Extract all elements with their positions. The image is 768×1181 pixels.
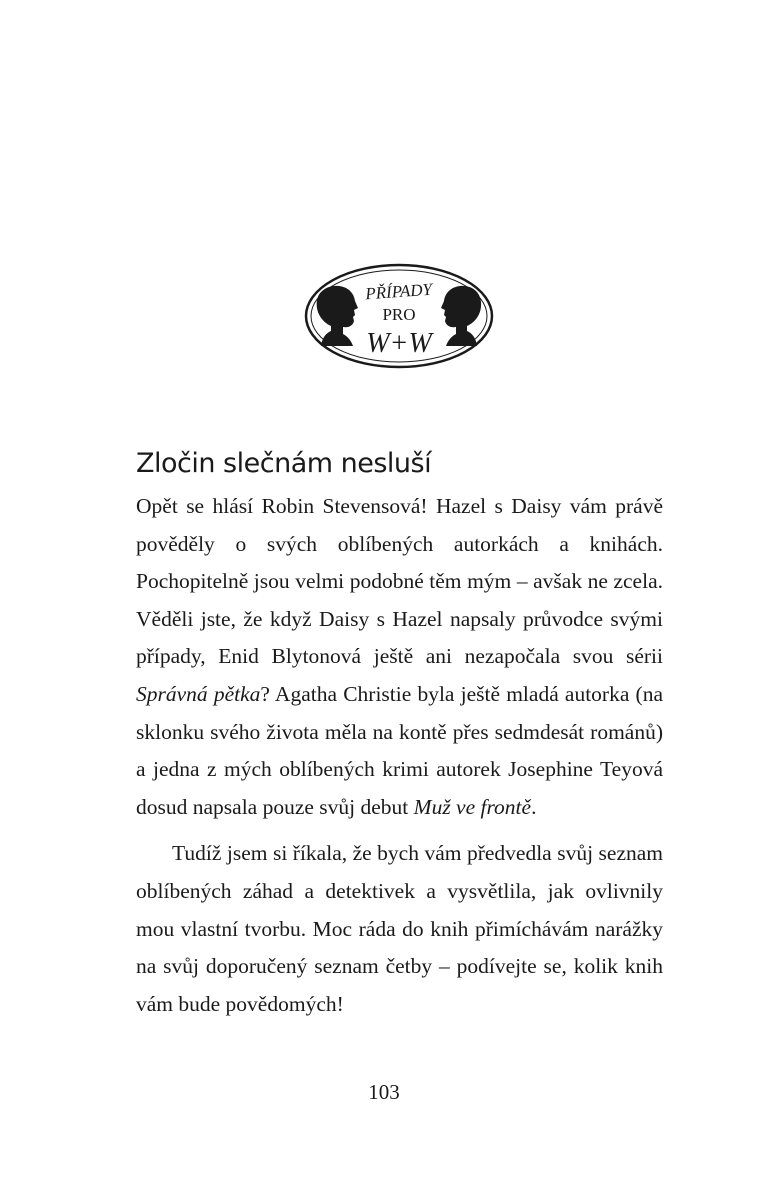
page-number: 103 — [368, 1080, 400, 1104]
book-title: Muž ve frontě — [413, 794, 532, 819]
text-segment: Opět se hlásí Robin Stevensová! Hazel s Daisy vám právě pověděly o svých oblíbených autorkách a knihách. Pochopitelně jsou velmi podobné těm mým – avšak ne zcela. Věděli jste, že když Daisy s Hazel napsaly průvodce svými případy, Enid Blytonová ještě ani nezapočala svou sérii — [136, 494, 663, 669]
logo-line-1: PŘÍPADY — [364, 279, 433, 304]
body-text — [136, 488, 663, 1023]
silhouettes-oval-logo-icon — [303, 262, 495, 370]
section-heading: Zločin slečnám nesluší — [136, 448, 432, 479]
paragraph — [136, 835, 663, 1023]
paragraph — [136, 488, 663, 826]
logo-line-3: W+W — [366, 328, 432, 359]
logo-line-2: PRO — [382, 305, 416, 324]
text-segment: . — [531, 794, 537, 819]
text-segment: ? Agatha Christie byla ještě mladá autorka (na sklonku svého života měla na kontě přes sedmdesát románů) a jedna z mých oblíbených krimi autorek Josephine Teyová dosud napsala pouze svůj debut — [136, 681, 664, 819]
book-title: Správná pětka — [136, 681, 261, 706]
text-segment: Tudíž jsem si říkala, že bych vám předvedla svůj seznam oblíbených záhad a detektivek a vysvětlila, jak ovlivnily mou vlastní tvorbu. Moc ráda do knih přimíchávám narážky na svůj doporučený seznam četby – podívejte se, kolik knih vám bude povědomých! — [136, 841, 663, 1016]
series-logo — [303, 262, 495, 370]
